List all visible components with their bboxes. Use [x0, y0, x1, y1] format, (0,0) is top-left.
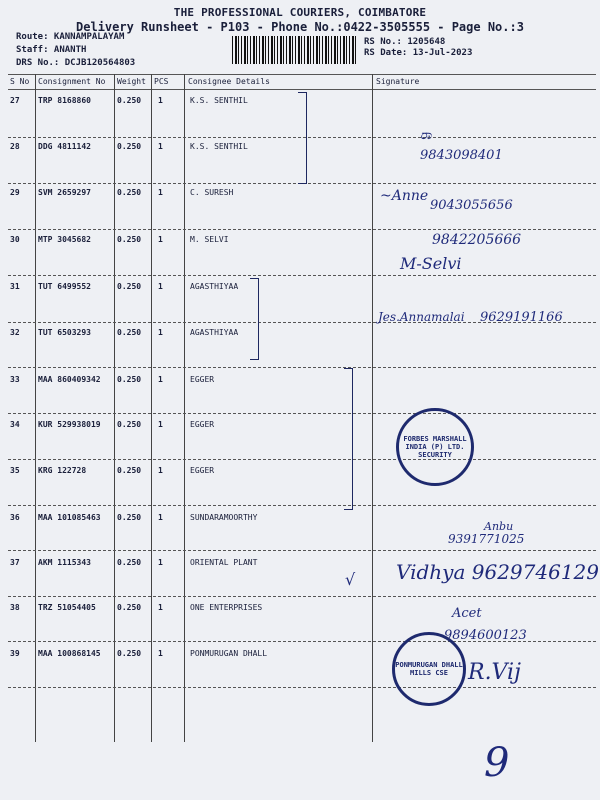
cell-consignment: KUR 529938019 [38, 420, 101, 429]
signature-row-29: 9043055656 [430, 198, 513, 213]
col-signature: Signature [376, 77, 420, 86]
route-label: Route: KANNAMPALAYAM [16, 32, 125, 42]
drs-label: DRS No.: DCJB120564803 [16, 58, 136, 68]
cell-pcs: 1 [158, 466, 163, 475]
cell-sno: 37 [10, 558, 20, 567]
cell-sno: 27 [10, 96, 20, 105]
cell-consignee: C. SURESH [190, 188, 234, 197]
cell-pcs: 1 [158, 513, 163, 522]
cell-consignment: TUT 6503293 [38, 328, 91, 337]
cell-sno: 39 [10, 649, 20, 658]
cell-consignee: K.S. SENTHIL [190, 142, 248, 151]
row-divider [8, 505, 596, 506]
signature-row-27: ರಾ [420, 128, 432, 143]
signature-row-38: 9894600123 [444, 628, 527, 643]
signature-row-36-mark: Anbu [484, 520, 514, 533]
cell-weight: 0.250 [117, 420, 142, 429]
cell-consignment: MTP 3045682 [38, 235, 91, 244]
cell-pcs: 1 [158, 235, 163, 244]
cell-sno: 32 [10, 328, 20, 337]
cell-consignment: AKM 1115343 [38, 558, 91, 567]
dhall-mills-stamp [392, 632, 466, 706]
security-stamp [396, 408, 474, 486]
cell-consignee: EGGER [190, 375, 215, 384]
cell-pcs: 1 [158, 558, 163, 567]
cell-pcs: 1 [158, 142, 163, 151]
staff-label: Staff: ANANTH [16, 45, 87, 55]
cell-sno: 30 [10, 235, 20, 244]
table-row [8, 328, 596, 342]
signature-row-38-mark: Acet [452, 606, 482, 621]
cell-sno: 38 [10, 603, 20, 612]
col-sno: S No [10, 77, 30, 86]
signature-row-31: 9629191166 [480, 310, 563, 325]
cell-sno: 35 [10, 466, 20, 475]
rs-date: RS Date: 13-Jul-2023 [364, 48, 473, 58]
bracket-mark [298, 92, 307, 184]
table-header-rule [8, 89, 596, 90]
row-divider [8, 413, 596, 414]
cell-pcs: 1 [158, 603, 163, 612]
page-handwritten-number: 9 [484, 740, 510, 786]
signature-row-31-prefix: Jes.Annamalai [378, 310, 465, 324]
col-pcs: PCS [154, 77, 169, 86]
cell-consignment: TUT 6499552 [38, 282, 91, 291]
cell-sno: 31 [10, 282, 20, 291]
cell-weight: 0.250 [117, 375, 142, 384]
barcode [232, 36, 356, 64]
col-consignment: Consignment No [38, 77, 106, 86]
cell-sno: 34 [10, 420, 20, 429]
cell-sno: 36 [10, 513, 20, 522]
signature-row-37: Vidhya 9629746129 [396, 560, 599, 584]
signature-row-30-name: M-Selvi [400, 254, 462, 273]
row-divider [8, 459, 596, 460]
bracket-mark [344, 368, 353, 510]
cell-pcs: 1 [158, 328, 163, 337]
rs-number: RS No.: 1205648 [364, 37, 446, 47]
security-stamp-text: FORBES MARSHALL INDIA (P) LTD. SECURITY [403, 435, 467, 459]
cell-consignee: EGGER [190, 466, 215, 475]
company-title: THE PROFESSIONAL COURIERS, COIMBATORE [173, 6, 427, 19]
cell-pcs: 1 [158, 420, 163, 429]
table-row [8, 282, 596, 296]
cell-weight: 0.250 [117, 513, 142, 522]
cell-pcs: 1 [158, 96, 163, 105]
cell-consignment: MAA 101085463 [38, 513, 101, 522]
row-divider [8, 550, 596, 551]
cell-consignment: MAA 860409342 [38, 375, 101, 384]
cell-weight: 0.250 [117, 466, 142, 475]
signature-row-28: 9843098401 [420, 148, 503, 163]
signature-row-36: 9391771025 [448, 532, 525, 546]
cell-consignment: SVM 2659297 [38, 188, 91, 197]
cell-pcs: 1 [158, 375, 163, 384]
cell-weight: 0.250 [117, 235, 142, 244]
row-divider [8, 367, 596, 368]
cell-weight: 0.250 [117, 558, 142, 567]
cell-pcs: 1 [158, 282, 163, 291]
cell-consignment: TRZ 51054405 [38, 603, 96, 612]
cell-consignee: EGGER [190, 420, 215, 429]
cell-weight: 0.250 [117, 603, 142, 612]
cell-weight: 0.250 [117, 188, 142, 197]
cell-consignment: KRG 122728 [38, 466, 87, 475]
dhall-mills-stamp-text: PONMURUGAN DHALL MILLS CSE [395, 661, 463, 677]
cell-sno: 28 [10, 142, 20, 151]
cell-weight: 0.250 [117, 328, 142, 337]
cell-weight: 0.250 [117, 96, 142, 105]
tick-mark: √ [345, 570, 356, 589]
col-consignee: Consignee Details [188, 77, 270, 86]
runsheet-subtitle: Delivery Runsheet - P103 - Phone No.:0422-3505555 - Page No.:3 [76, 20, 524, 34]
row-divider [8, 687, 596, 688]
signature-row-29-scribble: ~Anne [380, 188, 429, 204]
cell-consignee: ONE ENTERPRISES [190, 603, 263, 612]
col-weight: Weight [117, 77, 146, 86]
row-divider [8, 229, 596, 230]
cell-consignee: AGASTHIYAA [190, 282, 239, 291]
cell-consignee: K.S. SENTHIL [190, 96, 248, 105]
cell-weight: 0.250 [117, 142, 142, 151]
cell-consignee: AGASTHIYAA [190, 328, 239, 337]
table-row [8, 420, 596, 434]
cell-weight: 0.250 [117, 282, 142, 291]
bracket-mark [250, 278, 259, 360]
cell-consignment: DDG 4811142 [38, 142, 91, 151]
cell-sno: 33 [10, 375, 20, 384]
table-row [8, 375, 596, 389]
row-divider [8, 275, 596, 276]
cell-pcs: 1 [158, 188, 163, 197]
cell-pcs: 1 [158, 649, 163, 658]
row-divider [8, 596, 596, 597]
cell-weight: 0.250 [117, 649, 142, 658]
cell-sno: 29 [10, 188, 20, 197]
cell-consignee: PONMURUGAN DHALL [190, 649, 268, 658]
cell-consignment: MAA 100868145 [38, 649, 101, 658]
table-row [8, 466, 596, 480]
cell-consignee: ORIENTAL PLANT [190, 558, 258, 567]
cell-consignee: SUNDARAMOORTHY [190, 513, 258, 522]
signature-row-39: R.Vij [468, 660, 521, 685]
cell-consignment: TRP 8168860 [38, 96, 91, 105]
table-row [8, 603, 596, 617]
table-header [8, 74, 596, 88]
cell-consignee: M. SELVI [190, 235, 229, 244]
signature-row-30: 9842205666 [432, 232, 522, 248]
